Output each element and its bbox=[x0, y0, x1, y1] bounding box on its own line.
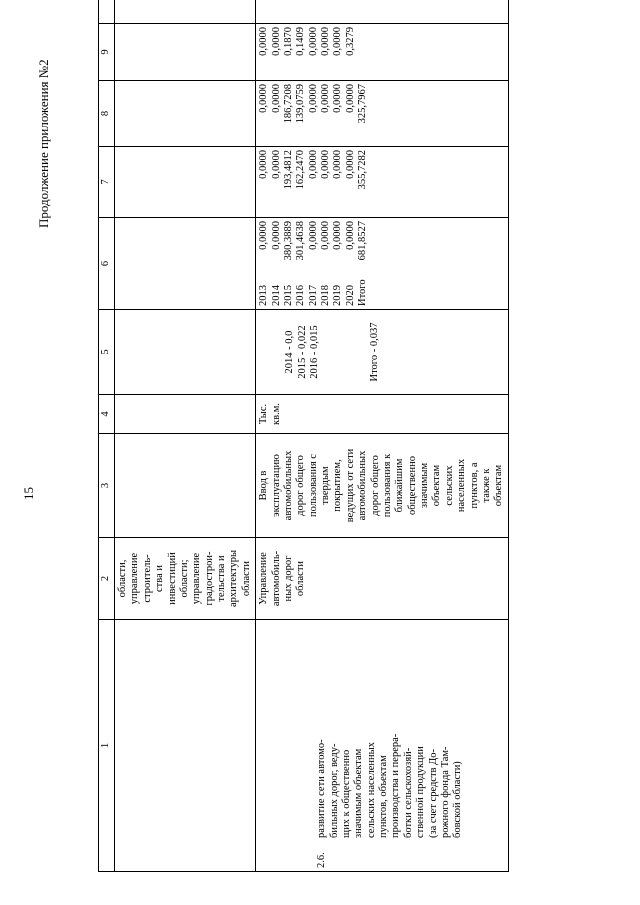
header-col-4: 4 bbox=[99, 395, 115, 434]
value-cell: 0,0000 bbox=[258, 221, 270, 250]
text-line: (за счет средств До- bbox=[427, 748, 439, 838]
value-cell: 325,7967 bbox=[357, 84, 369, 124]
continued-col-8 bbox=[115, 81, 256, 147]
value-cell: 162,2470 bbox=[295, 150, 307, 190]
program-table bbox=[98, 0, 509, 872]
text-line: значимым объектам bbox=[353, 748, 365, 838]
continued-col-10 bbox=[115, 0, 256, 24]
appendix-note: Продолжение приложения №2 bbox=[36, 59, 51, 228]
text-line: управление bbox=[129, 552, 141, 605]
value-cell bbox=[258, 0, 270, 20]
text-line: сельских населенных bbox=[365, 742, 377, 838]
text-line: автомобиль- bbox=[270, 550, 282, 607]
text-line: Управление bbox=[258, 552, 270, 605]
row-indicator bbox=[256, 434, 509, 538]
year-label: 2013 bbox=[258, 285, 270, 306]
text-line bbox=[345, 313, 357, 391]
row-years-and-totals bbox=[256, 218, 509, 310]
continued-col-9 bbox=[115, 24, 256, 81]
row-target-values bbox=[256, 310, 509, 395]
text-line: ботки сельскохозяй- bbox=[402, 747, 414, 838]
text-line bbox=[357, 313, 369, 391]
text-line: значимым bbox=[419, 462, 430, 509]
text-line: пользования к bbox=[381, 453, 393, 518]
row-col-8-values bbox=[256, 81, 509, 147]
page-number: 15 bbox=[21, 487, 36, 500]
text-line: дорог общего bbox=[369, 455, 381, 516]
text-line: области bbox=[240, 560, 252, 597]
year-label: 2015 bbox=[282, 285, 294, 306]
text-line: инвестиций bbox=[166, 552, 178, 605]
text-line: кв.м. bbox=[270, 403, 282, 425]
year-label: 2014 bbox=[270, 285, 282, 306]
text-line: управление bbox=[191, 552, 203, 605]
value-cell: 0,0000 bbox=[270, 84, 282, 113]
year-label: 2017 bbox=[307, 285, 319, 306]
text-line: объектам bbox=[493, 464, 505, 507]
text-line: области; bbox=[178, 559, 190, 598]
value-cell: 0,0000 bbox=[320, 221, 331, 250]
year-label: 2016 bbox=[295, 285, 307, 306]
header-col-8: 8 bbox=[99, 81, 115, 147]
year-label: 2018 bbox=[320, 285, 331, 306]
text-line: рожного фонда Там- bbox=[439, 746, 451, 838]
text-line: ственной продукции bbox=[415, 746, 427, 838]
value-cell: 0,0000 bbox=[307, 150, 319, 179]
value-cell: 0,0000 bbox=[270, 27, 282, 56]
text-line: ных дорог bbox=[282, 555, 294, 602]
text-line bbox=[321, 313, 333, 391]
continued-col-7 bbox=[115, 147, 256, 218]
row-col-10-values bbox=[256, 0, 509, 24]
text-line: ближайшим bbox=[394, 458, 406, 513]
text-line: ства и bbox=[154, 565, 166, 592]
value-cell: 0,0000 bbox=[332, 27, 344, 56]
row-col-9-values bbox=[256, 24, 509, 81]
value-cell: 193,4812 bbox=[282, 150, 294, 190]
text-line: области, bbox=[117, 559, 128, 598]
text-line: твердым bbox=[320, 466, 331, 505]
text-line: дорог общего bbox=[295, 455, 307, 516]
value-cell: 0,0000 bbox=[320, 150, 331, 179]
value-cell: 0,0000 bbox=[320, 27, 331, 56]
row-unit bbox=[256, 395, 509, 434]
continued-row bbox=[115, 0, 256, 872]
text-line: пользования с bbox=[307, 454, 319, 517]
value-cell bbox=[308, 0, 320, 20]
text-line: развитие сети автомо- bbox=[316, 739, 328, 838]
text-line: пунктов, а bbox=[468, 462, 480, 509]
value-cell bbox=[283, 0, 295, 20]
value-cell: 0,1870 bbox=[282, 27, 294, 56]
value-cell: 0,0000 bbox=[307, 27, 319, 56]
text-line: 2015 - 0,022 bbox=[296, 325, 308, 379]
text-line: тельства и bbox=[216, 555, 227, 602]
value-cell: 0,3279 bbox=[344, 27, 356, 56]
value-cell: 681,8527 bbox=[357, 221, 369, 261]
value-cell: 0,0000 bbox=[270, 221, 282, 250]
value-cell bbox=[295, 0, 307, 20]
text-line: бильных дорог, веду- bbox=[328, 743, 340, 838]
value-cell: 0,0000 bbox=[332, 221, 344, 250]
value-cell: 0,0000 bbox=[344, 84, 356, 113]
text-line: также к bbox=[480, 468, 492, 503]
value-cell: 0,1409 bbox=[295, 27, 307, 56]
continued-col-5 bbox=[115, 310, 256, 395]
header-row bbox=[99, 0, 115, 872]
header-col-10 bbox=[99, 0, 115, 24]
value-cell: 301,4638 bbox=[295, 221, 307, 261]
row-number: 2.6. bbox=[316, 852, 328, 868]
text-line: автомобильных bbox=[282, 450, 294, 521]
text-line: Ввод в bbox=[258, 470, 270, 501]
text-line: ведущих от сети bbox=[344, 448, 356, 523]
text-line: строитель- bbox=[141, 554, 153, 603]
text-line: градострои- bbox=[203, 551, 215, 606]
continued-responsible bbox=[115, 538, 256, 620]
value-cell: 0,0000 bbox=[307, 84, 319, 113]
value-cell: 0,0000 bbox=[332, 150, 344, 179]
value-cell bbox=[345, 0, 357, 20]
text-line: области bbox=[295, 560, 307, 597]
text-line: объектам bbox=[431, 464, 443, 507]
year-label: 2020 bbox=[344, 285, 356, 306]
row-description bbox=[256, 620, 509, 872]
text-line: общественно bbox=[406, 456, 418, 515]
continued-col-6 bbox=[115, 218, 256, 310]
value-cell: 139,0759 bbox=[295, 84, 307, 124]
header-col-5: 5 bbox=[99, 310, 115, 395]
value-cell: 0,0000 bbox=[258, 84, 270, 113]
text-line: щих к общественно bbox=[340, 749, 352, 838]
value-cell: 380,3889 bbox=[282, 221, 294, 261]
text-line: населенных bbox=[456, 458, 468, 513]
value-cell: 0,0000 bbox=[307, 221, 319, 250]
value-cell: 0,0000 bbox=[320, 84, 331, 113]
year-label: 2019 bbox=[332, 285, 344, 306]
header-col-2: 2 bbox=[99, 538, 115, 620]
continued-col-3 bbox=[115, 434, 256, 538]
text-line: сельских bbox=[443, 465, 455, 506]
text-line bbox=[333, 313, 345, 391]
value-cell: 0,0000 bbox=[258, 150, 270, 179]
header-col-6: 6 bbox=[99, 218, 115, 310]
value-cell: 0,0000 bbox=[270, 150, 282, 179]
value-cell: 0,0000 bbox=[332, 84, 344, 113]
continued-col-1 bbox=[115, 620, 256, 872]
continued-col-4 bbox=[115, 395, 256, 434]
text-line: Тыс. bbox=[258, 403, 270, 425]
text-line: покрытием, bbox=[332, 459, 344, 512]
value-cell: 0,0000 bbox=[344, 150, 356, 179]
value-cell bbox=[320, 0, 332, 20]
text-line: производства и перера- bbox=[390, 733, 402, 838]
header-col-9: 9 bbox=[99, 24, 115, 81]
value-cell: 186,7208 bbox=[282, 84, 294, 124]
value-cell: 0,0000 bbox=[344, 221, 356, 250]
text-line: бовской области) bbox=[452, 761, 464, 838]
header-col-7: 7 bbox=[99, 147, 115, 218]
value-cell bbox=[271, 0, 283, 20]
text-line: 2014 - 0,0 bbox=[284, 330, 296, 374]
value-cell bbox=[332, 0, 344, 20]
header-col-3: 3 bbox=[99, 434, 115, 538]
row-col-7-values bbox=[256, 147, 509, 218]
value-cell: 355,7282 bbox=[357, 150, 369, 190]
text-line: Итого - 0,037 bbox=[369, 322, 381, 382]
text-line: пунктов, объектам bbox=[378, 755, 389, 838]
text-line: 2016 - 0,015 bbox=[308, 325, 320, 379]
table-row-2-6 bbox=[256, 0, 509, 872]
text-line: автомобильных bbox=[357, 450, 369, 521]
text-line: эксплуатацию bbox=[270, 454, 282, 517]
year-label: Итого bbox=[357, 279, 369, 306]
row-responsible bbox=[256, 538, 509, 620]
value-cell: 0,0000 bbox=[258, 27, 270, 56]
header-col-1: 1 bbox=[99, 620, 115, 872]
text-line: архитектуры bbox=[228, 550, 240, 607]
